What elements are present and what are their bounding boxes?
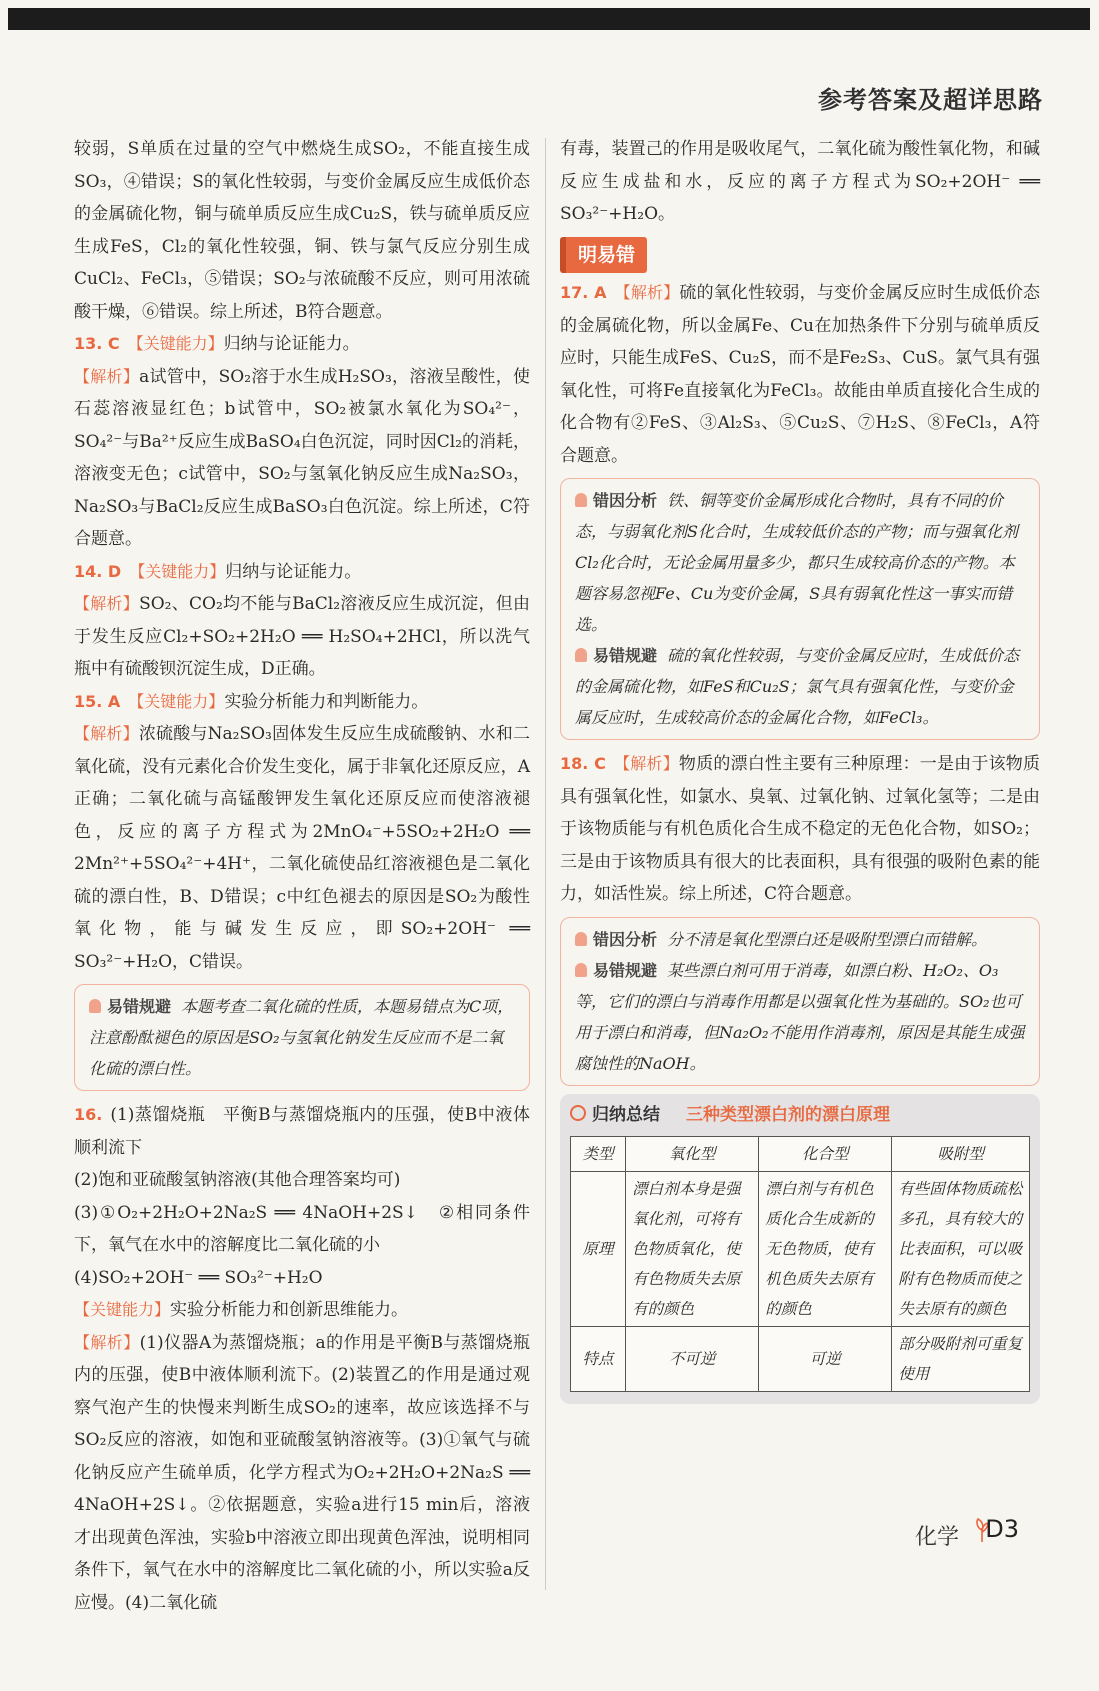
q17-error-cause — [575, 485, 1025, 640]
q17-avoid — [575, 640, 1025, 733]
q18-jx-tag: 【解析】 — [613, 754, 679, 773]
q14-analysis — [74, 588, 530, 686]
table-header: 类型 — [571, 1136, 626, 1171]
pin-icon — [575, 648, 587, 662]
pin-icon — [575, 963, 587, 977]
q16-ability-tag: 【关键能力】 — [74, 1300, 171, 1319]
pin-icon — [89, 999, 101, 1013]
q15-analysis-text: 浓硫酸与Na₂SO₃固体发生反应生成硫酸钠、水和二氧化硫，没有元素化合价发生变化，属于非氧化还原反应，A正确；二氧化硫与高锰酸钾发生氧化还原反应而使溶液褪色，反应的离子方程式为2MnO₄⁻+5SO₂+2H₂O ══ 2Mn²⁺+5SO₄²⁻+4H⁺，二氧化硫使品红溶液褪色是二氧化硫的漂白性，B、D错误；c中红色褪去的原因是SO₂为酸性氧化物，能与碱发生反应，即SO₂+2OH⁻ ══ SO₃²⁻+H₂O，C错误。 — [74, 724, 530, 972]
q17-error-cause-label: 错因分析 — [593, 491, 658, 510]
footer-subject: 化学 — [914, 1525, 959, 1550]
q17-jx-tag: 【解析】 — [614, 283, 680, 302]
q14-number: 14. D — [74, 561, 122, 581]
bleach-table — [570, 1136, 1030, 1392]
q17-tip-box — [560, 478, 1040, 740]
q18-avoid-label: 易错规避 — [593, 960, 658, 980]
q14-ability-tag: 【关键能力】 — [129, 561, 226, 581]
q15-jx-tag: 【解析】 — [74, 724, 139, 743]
q16-a1 — [74, 1099, 530, 1164]
summary-panel — [560, 1094, 1040, 1404]
q16-a4: (4)SO₂+2OH⁻ ══ SO₃²⁻+H₂O — [74, 1267, 323, 1288]
q16-a2: (2)饱和亚硫酸氢钠溶液(其他合理答案均可) — [74, 1170, 401, 1190]
q13-analysis-text: a试管中，SO₂溶于水生成H₂SO₃，溶液呈酸性，使石蕊溶液显红色；b试管中，SO₂被氯水氧化为SO₄²⁻，SO₄²⁻与Ba²⁺反应生成BaSO₄白色沉淀，同时因Cl₂的消耗，溶液变无色；c试管中，SO₂与氢氧化钠反应生成Na₂SO₃，Na₂SO₃与BaCl₂反应生成BaSO₃白色沉淀。综上所述，C符合题意。 — [74, 366, 530, 549]
table-cell: 可逆 — [759, 1326, 892, 1391]
q17-analysis-text: 硫的氧化性较弱，与变价金属反应时生成低价态的金属硫化物，所以金属Fe、Cu在加热条件下分别与硫单质反应时，只能生成FeS、Cu₂S，而不是Fe₂S₃、CuS。氯气具有强氧化性，可将Fe直接氧化为FeCl₃。故能由单质直接化合生成的化合物有②FeS、③Al₂S₃、⑤Cu₂S、⑦H₂S、⑧FeCl₃，A符合题意。 — [560, 283, 1040, 466]
summary-label: 归纳总结 — [592, 1104, 660, 1125]
page-header: 参考答案及超详思路 — [818, 86, 1043, 114]
table-cell: 不可逆 — [626, 1326, 759, 1391]
q13 — [74, 328, 530, 361]
q14-ability: 归纳与论证能力。 — [225, 561, 362, 582]
q16-a3: (3)①O₂+2H₂O+2Na₂S ══ 4NaOH+2S↓ ②相同条件下，氧气在水中的溶解度比二氧化硫的小 — [74, 1202, 530, 1255]
summary-header — [570, 1102, 1030, 1128]
table-cell: 漂白剂本身是强氧化剂，可将有色物质氧化，使有色物质失去原有的颜色 — [626, 1171, 759, 1326]
q15-tip-box — [74, 984, 530, 1091]
q16-analysis — [74, 1327, 530, 1620]
q17-avoid-text: 硫的氧化性较弱，与变价金属反应时，生成低价态的金属硫化物，如FeS和Cu₂S；氯气具有强氧化性，与变价金属反应时，生成较高价态的金属化合物，如FeCl₃。 — [575, 646, 1020, 727]
page-number: D3 — [985, 1515, 1019, 1543]
q18-avoid-text: 某些漂白剂可用于消毒，如漂白粉、H₂O₂、O₃等，它们的漂白与消毒作用都是以强氧化性为基础的。SO₂也可用于漂白和消毒，但Na₂O₂不能用作消毒剂，原因是其能生成强腐蚀性的NaOH。 — [575, 960, 1025, 1073]
q16-jx-tag: 【解析】 — [74, 1332, 140, 1352]
left-column — [74, 133, 530, 1619]
table-cell: 漂白剂与有机色质化合生成新的无色物质，使有机色质失去原有的颜色 — [759, 1171, 892, 1326]
q15-analysis — [74, 718, 530, 978]
mingyi-banner: 明易错 — [560, 237, 647, 274]
q13-jx-tag: 【解析】 — [74, 366, 140, 386]
table-header: 化合型 — [759, 1136, 892, 1171]
table-cell: 原理 — [571, 1171, 626, 1326]
q17-analysis — [560, 277, 1040, 472]
q18-error-cause-label: 错因分析 — [593, 929, 658, 949]
q13-number: 13. C — [74, 334, 120, 353]
q18-error-cause — [575, 924, 1025, 955]
q17-number: 17. A — [560, 283, 607, 302]
right-column — [560, 133, 1040, 1404]
q16-number: 16. — [74, 1105, 103, 1124]
q16-answer-1: (1)蒸馏烧瓶 平衡B与蒸馏烧瓶内的压强，使B中液体顺利流下 — [74, 1105, 530, 1158]
pin-icon — [575, 932, 587, 946]
table-cell: 有些固体物质疏松多孔，具有较大的比表面积，可以吸附有色物质而使之失去原有的颜色 — [892, 1171, 1030, 1326]
top-dark-bar — [8, 8, 1090, 30]
q18-analysis-text: 物质的漂白性主要有三种原理：一是由于该物质具有强氧化性，如氯水、臭氧、过氧化钠、过氧化氢等；二是由于该物质能与有机色质化合生成不稳定的无色化合物，如SO₂；三是由于该物质具有很大的比表面积，具有很强的吸附色素的能力，如活性炭。综上所述，C符合题意。 — [560, 754, 1041, 904]
q13-ability: 归纳与论证能力。 — [223, 334, 360, 354]
q16-ability-line — [74, 1294, 530, 1327]
table-row — [571, 1326, 1030, 1391]
q14-analysis-text: SO₂、CO₂均不能与BaCl₂溶液反应生成沉淀，但由于发生反应Cl₂+SO₂+2H₂O ══ H₂SO₄+2HCl，所以洗气瓶中有硫酸钡沉淀生成，D正确。 — [74, 594, 530, 679]
q18-number: 18. C — [560, 754, 606, 773]
q16-continuation: 有毒，装置己的作用是吸收尾气，二氧化硫为酸性氧化物，和碱反应生成盐和水，反应的离子方程式为SO₂+2OH⁻ ══ SO₃²⁻+H₂O。 — [560, 139, 1040, 224]
q14-jx-tag: 【解析】 — [74, 594, 140, 613]
q15-ability: 实验分析能力和判断能力。 — [224, 691, 429, 712]
summary-title: 三种类型漂白剂的漂白原理 — [686, 1104, 890, 1125]
q18-tip-box — [560, 917, 1040, 1086]
pin-icon — [575, 493, 587, 507]
column-divider — [545, 138, 546, 1590]
q18-analysis — [560, 748, 1040, 911]
q15-number: 15. A — [74, 691, 121, 711]
q14 — [74, 556, 530, 589]
q18-error-cause-text: 分不清是氧化型漂白还是吸附型漂白而错解。 — [667, 929, 988, 949]
q15-tip-label: 易错规避 — [107, 997, 172, 1016]
table-cell: 特点 — [571, 1326, 626, 1391]
intro-paragraph: 较弱，S单质在过量的空气中燃烧生成SO₂，不能直接生成SO₃，④错误；S的氧化性较弱，与变价金属反应生成低价态的金属硫化物，铜与硫单质反应生成Cu₂S，铁与硫单质反应生成FeS，Cl₂的氧化性较强，铜、铁与氯气反应分别生成CuCl₂、FeCl₃，⑤错误；SO₂与浓硫酸不反应，则可用浓硫酸干燥，⑥错误。综上所述，B符合题意。 — [74, 139, 530, 322]
q15-tip-text: 本题考查二氧化硫的性质，本题易错点为C项，注意酚酞褪色的原因是SO₂与氢氧化钠发生反应而不是二氧化硫的漂白性。 — [89, 997, 514, 1078]
q15-ability-tag: 【关键能力】 — [128, 691, 225, 711]
table-cell: 部分吸附剂可重复使用 — [892, 1326, 1030, 1391]
q16-analysis-text: (1)仪器A为蒸馏烧瓶；a的作用是平衡B与蒸馏烧瓶内的压强，使B中液体顺利流下。(2)装置乙的作用是通过观察气泡产生的快慢来判断生成SO₂的速率，故应该选择不与SO₂反应的溶液，如饱和亚硫酸氢钠溶液等。(3)①氧气与硫化钠反应产生硫单质，化学方程式为O₂+2H₂O+2Na₂S ══ 4NaOH+2S↓。②依据题意，实验a进行15 min后，溶液才出现黄色浑浊，实验b中溶液立即出现黄色浑浊，说明相同条件下，氧气在水中的溶解度比二氧化硫的小，所以实验a反应慢。(4)二氧化硫 — [74, 1332, 530, 1613]
q18-avoid — [575, 955, 1025, 1079]
q16-ability: 实验分析能力和创新思维能力。 — [170, 1300, 409, 1320]
table-header-row — [571, 1136, 1030, 1171]
table-header: 氧化型 — [626, 1136, 759, 1171]
target-icon — [570, 1105, 586, 1121]
q17-error-cause-text: 铁、铜等变价金属形成化合物时，具有不同的价态，与弱氧化剂S化合时，生成较低价态的产物；而与强氧化剂Cl₂化合时，无论金属用量多少，都只生成较高价态的产物。本题容易忽视Fe、Cu为变价金属，S具有弱氧化性这一事实而错选。 — [575, 491, 1018, 634]
q13-analysis — [74, 361, 530, 556]
table-header: 吸附型 — [892, 1136, 1030, 1171]
q17-avoid-label: 易错规避 — [593, 646, 658, 665]
q15 — [74, 686, 530, 719]
q13-ability-tag: 【关键能力】 — [127, 334, 224, 353]
table-row — [571, 1171, 1030, 1326]
